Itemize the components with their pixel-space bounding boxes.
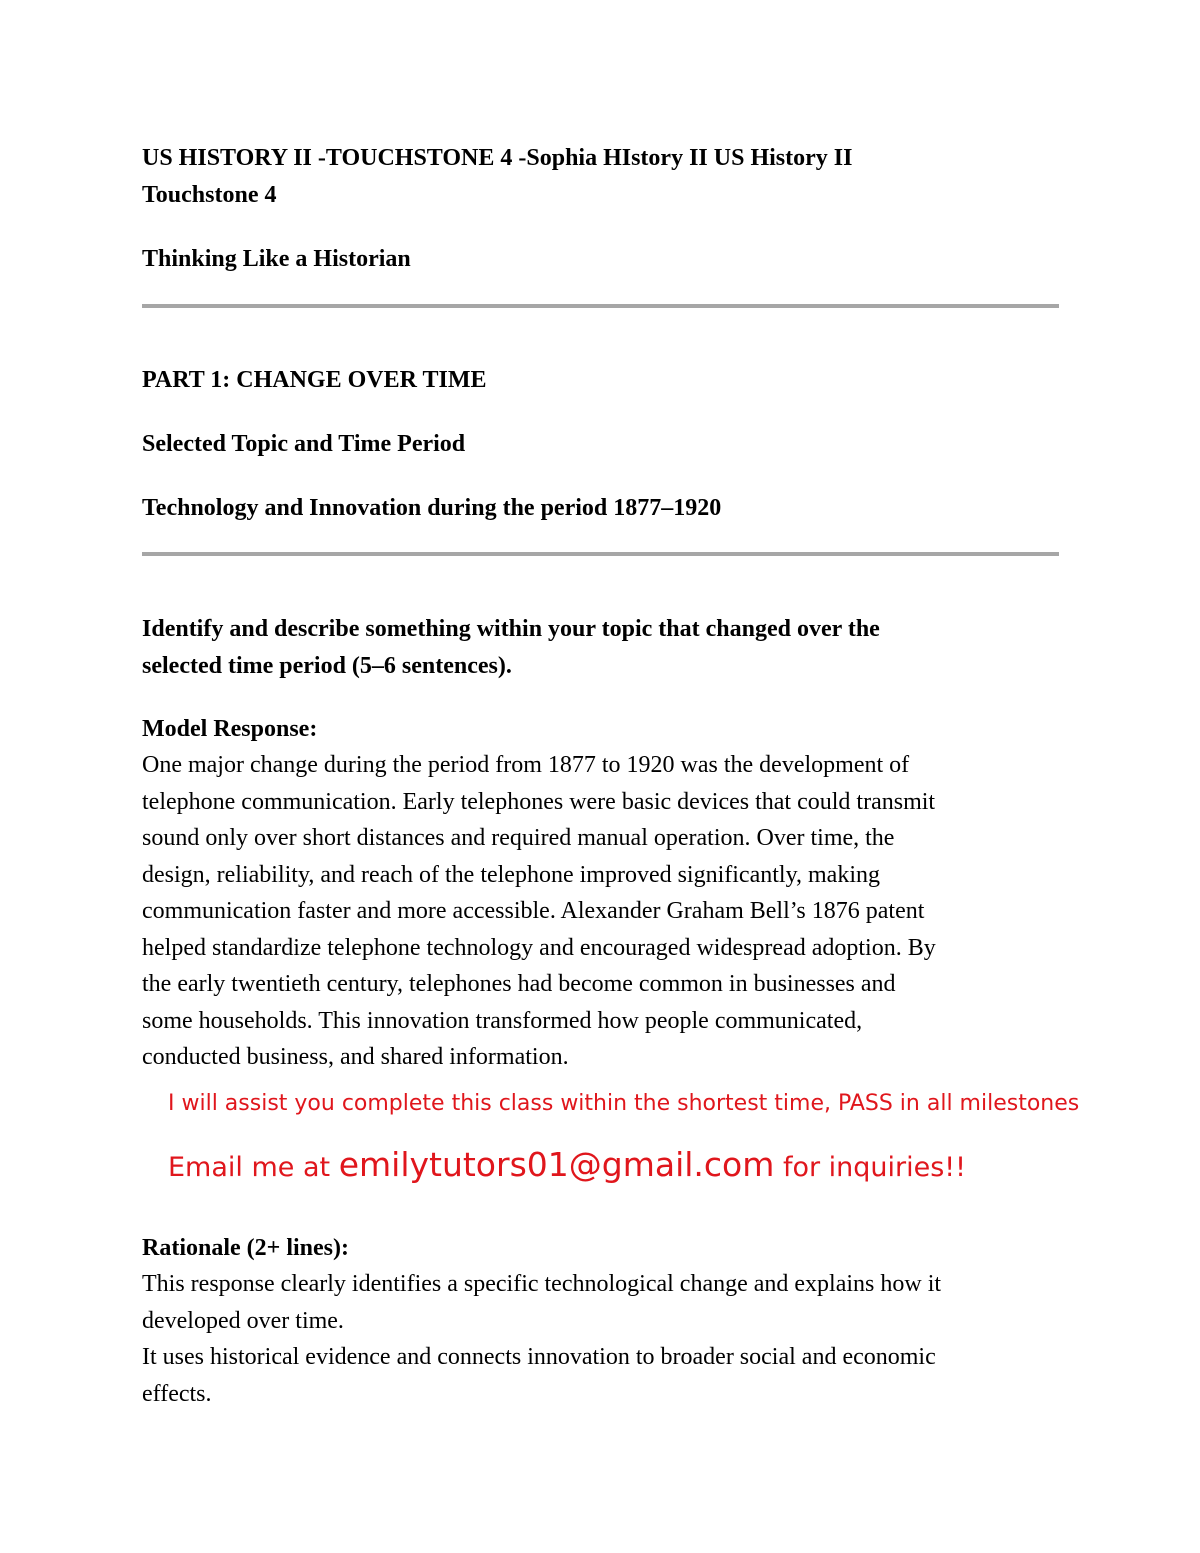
document-title-line2: Touchstone 4 <box>142 182 277 208</box>
rationale-line: This response clearly identifies a specific technological change and explains how it <box>142 1271 942 1297</box>
promo-email-prefix: Email me at <box>168 1152 339 1183</box>
model-response-label: Model Response: <box>142 716 318 742</box>
document-subtitle: Thinking Like a Historian <box>142 246 411 272</box>
promo-email-suffix: for inquiries!! <box>774 1152 966 1183</box>
model-response-line: some households. This innovation transformed how people communicated, <box>142 1007 863 1034</box>
model-response-line: design, reliability, and reach of the telephone improved significantly, making <box>142 861 880 888</box>
topic-value: Technology and Innovation during the period 1877–1920 <box>142 495 722 521</box>
model-response-line: One major change during the period from 1877 to 1920 was the development of <box>142 752 910 778</box>
prompt-line2: selected time period (5–6 sentences). <box>142 653 512 679</box>
topic-label: Selected Topic and Time Period <box>142 431 466 457</box>
section-divider-1 <box>142 304 1059 308</box>
model-response-line: communication faster and more accessible. Alexander Graham Bell’s 1876 patent <box>142 898 925 924</box>
rationale-line: It uses historical evidence and connects innovation to broader social and economic <box>142 1344 936 1370</box>
document-title-line1: US HISTORY II -TOUCHSTONE 4 -Sophia HIstory II US History II <box>142 145 853 171</box>
model-response-line: helped standardize telephone technology and encouraged widespread adoption. By <box>142 934 936 961</box>
rationale-body <box>142 1266 941 1412</box>
model-response-line: telephone communication. Early telephones were basic devices that could transmit <box>142 788 936 815</box>
promo-line2 <box>168 1144 966 1189</box>
prompt-line1: Identify and describe something within your topic that changed over the <box>142 616 880 642</box>
rationale-line: developed over time. <box>142 1307 344 1334</box>
rationale-label: Rationale (2+ lines): <box>142 1235 349 1261</box>
promo-email-link[interactable]: emilytutors01@gmail.com <box>338 1145 775 1184</box>
model-response-line: conducted business, and shared information. <box>142 1044 569 1070</box>
rationale-line: effects. <box>142 1380 212 1407</box>
model-response-line: sound only over short distances and required manual operation. Over time, the <box>142 825 895 851</box>
promo-line1: I will assist you complete this class within the shortest time, PASS in all milestones <box>168 1091 1080 1116</box>
part1-heading: PART 1: CHANGE OVER TIME <box>142 367 487 393</box>
model-response-line: the early twentieth century, telephones had become common in businesses and <box>142 971 896 997</box>
model-response-body <box>142 747 936 1076</box>
section-divider-2 <box>142 552 1059 556</box>
